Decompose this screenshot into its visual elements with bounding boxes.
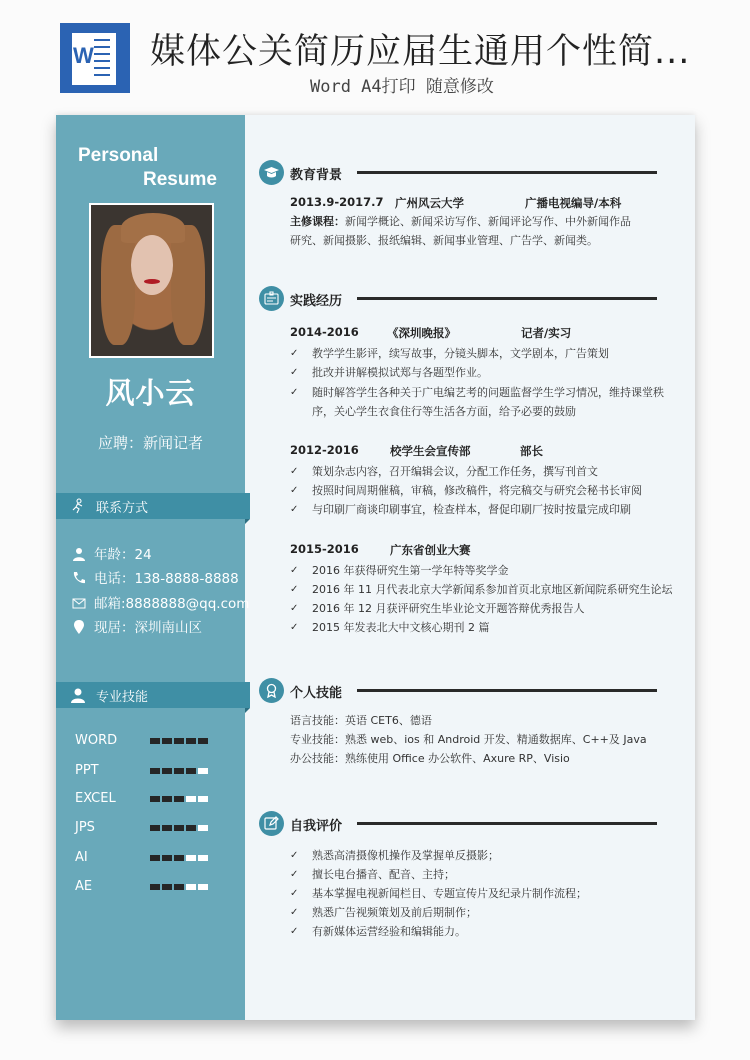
education-courses-cont: 研究、新闻摄影、报纸编辑、新闻事业管理、广告学、新闻类。 <box>290 234 598 247</box>
skill-jps: JPS <box>75 820 95 835</box>
check-icon: ✓ <box>290 466 299 477</box>
person-icon <box>70 687 86 703</box>
skill-level-bar <box>150 855 208 861</box>
profile-photo <box>89 203 214 358</box>
check-icon: ✓ <box>290 584 299 595</box>
skill-language: 语言技能：英语 CET6、德语 <box>290 714 432 727</box>
check-icon: ✓ <box>290 850 299 861</box>
check-icon: ✓ <box>290 622 299 633</box>
contact-heading-band <box>56 493 250 519</box>
skills-heading-band <box>56 682 250 708</box>
check-icon: ✓ <box>290 485 299 496</box>
mail-icon <box>72 596 86 610</box>
skill-level-bar <box>150 884 208 890</box>
skill-professional: 专业技能：熟悉 web、ios 和 Android 开发、精通数据库、C++及 Java <box>290 733 647 746</box>
skills-heading: 专业技能 <box>96 690 149 705</box>
contact-email: 邮箱:8888888@qq.com <box>72 592 249 612</box>
skill-level-bar <box>150 796 208 802</box>
skill-ai: AI <box>75 850 88 865</box>
check-icon: ✓ <box>290 387 299 398</box>
runner-icon <box>70 498 86 514</box>
award-ribbon-icon <box>264 683 279 698</box>
candidate-name: 风小云 <box>105 376 196 410</box>
contact-heading: 联系方式 <box>96 501 149 516</box>
person-icon <box>72 547 86 561</box>
location-pin-icon <box>72 620 86 634</box>
check-icon: ✓ <box>290 565 299 576</box>
word-logo-icon <box>60 23 130 93</box>
text-lines-icon <box>94 39 110 81</box>
contact-age: 年龄：24 <box>72 543 152 563</box>
document-title: 媒体公关简历应届生通用个性简... <box>150 32 691 72</box>
skill-office: 办公技能：熟练使用 Office 办公软件、Axure RP、Visio <box>290 752 570 765</box>
skill-ppt: PPT <box>75 763 99 778</box>
check-icon: ✓ <box>290 907 299 918</box>
skill-level-bar <box>150 738 208 744</box>
check-icon: ✓ <box>290 504 299 515</box>
skill-ae: AE <box>75 879 92 894</box>
graduation-cap-icon <box>264 165 279 180</box>
skill-level-bar <box>150 825 208 831</box>
edit-pencil-icon <box>264 816 279 831</box>
section-divider <box>357 297 657 300</box>
section-divider <box>357 689 657 692</box>
document-subtitle: Word A4打印 随意修改 <box>310 77 494 97</box>
skill-excel: EXCEL <box>75 791 116 806</box>
resume-page: Personal Resume 风小云 应聘：新闻记者 联系方式 年龄：24 电话：138-8888-8888 邮箱:8888888@qq.com 现居：深圳南山区 专业技能 WORD PPT EXCEL JPS AI AE 教育背景 2013.9-2017.7 广州风云大学 广播电视编导/本科 主修课程：新闻学概论、新闻采访写作、新闻评论写作、中外新闻作品 研究、新闻摄影、报纸编辑、新闻事业管理、广告学、新闻类。 实践经历 2014-2016 《深圳晚报》 记者/实习 ✓ 教学学生影评，续写故事，分镜头脚本，文学剧本，广告策划 ✓ 批改并讲解模拟试郑与各题型作业。 ✓ 随时解答学生各种关于广电编艺考的问题监督学生学习情况，维持课堂秩 序，关心学生衣食住行等生活各方面，给予必要的鼓励 2012-2016 校学生会宣传部 部长 ✓ 策划杂志内容，召开编辑会议，分配工作任务，撰写刊首文 ✓ 按照时间周期催稿，审稿，修改稿件，将完稿交与研究会秘书长审阅 ✓ 与印刷厂商谈印刷事宜，检查样本，督促印刷厂按时按量完成印刷 2015-2016 广东省创业大赛 ✓ 2016 年获得研究生第一学年特等奖学金 ✓ 2016 年 11 月代表北京大学新闻系参加首页北京地区新闻院系研究生论坛 ✓ 2016 年 12 月获评研究生毕业论文开题答辩优秀报告人 ✓ 2015 年发表北大中文核心期刊 2 篇 个人技能 语言技能：英语 CET6、德语 专业技能：熟悉 web、ios 和 Android 开发、精通数据库、C++及 Java 办公技能：熟练使用 Office 办公软件、Axure RP、Visio 自我评价 ✓ 熟悉高清摄像机操作及掌握单反摄影； ✓ 擅长电台播音、配音、主持； ✓ 基本掌握电视新闻栏目、专题宣传片及纪录片制作流程； ✓ 熟悉广告视频策划及前后期制作； ✓ 有新媒体运营经验和编辑能力。 <box>56 115 695 1020</box>
check-icon: ✓ <box>290 367 299 378</box>
check-icon: ✓ <box>290 888 299 899</box>
section-divider <box>357 171 657 174</box>
education-courses: 主修课程：新闻学概论、新闻采访写作、新闻评论写作、中外新闻作品 <box>290 215 631 228</box>
contact-location: 现居：深圳南山区 <box>72 616 202 636</box>
personal-title: Personal <box>78 145 159 166</box>
contact-phone: 电话：138-8888-8888 <box>72 567 239 587</box>
word-letter: W <box>73 43 94 68</box>
applied-position: 应聘：新闻记者 <box>97 434 203 452</box>
sidebar <box>56 115 250 1020</box>
skill-word: WORD <box>75 733 117 748</box>
check-icon: ✓ <box>290 926 299 937</box>
check-icon: ✓ <box>290 603 299 614</box>
phone-icon <box>72 571 86 585</box>
resume-title: Resume <box>143 169 217 190</box>
check-icon: ✓ <box>290 869 299 880</box>
check-icon: ✓ <box>290 348 299 359</box>
skill-level-bar <box>150 768 208 774</box>
id-card-icon <box>264 291 279 306</box>
section-divider <box>357 822 657 825</box>
